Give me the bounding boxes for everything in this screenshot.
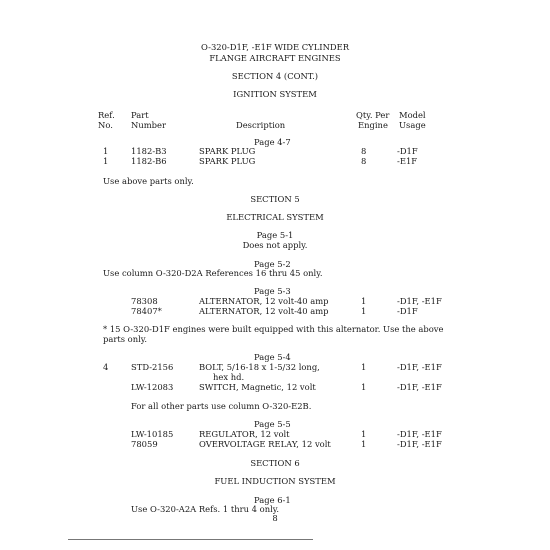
page-ref-4-7: Page 4-7: [254, 137, 291, 147]
part-number: 1182-B3: [131, 146, 167, 156]
part-description: REGULATOR, 12 volt: [199, 429, 290, 439]
section-heading: SECTION 4 (CONT.): [231, 71, 319, 81]
model-usage: -D1F, -E1F: [397, 439, 442, 449]
qty-per-engine: 8: [361, 146, 367, 156]
subsection-heading: IGNITION SYSTEM: [233, 89, 317, 99]
page-number: 8: [272, 513, 278, 523]
section-6-subheading: FUEL INDUCTION SYSTEM: [214, 476, 336, 486]
qty-per-engine: 1: [361, 439, 367, 449]
part-description: SPARK PLUG: [199, 146, 256, 156]
document-title-line2: FLANGE AIRCRAFT ENGINES: [209, 53, 341, 63]
qty-per-engine: 1: [361, 362, 367, 372]
ref-number: 4: [103, 362, 109, 372]
ref-number: 1: [103, 146, 109, 156]
section-5-heading: SECTION 5: [250, 194, 300, 204]
model-usage: -D1F, -E1F: [397, 382, 442, 392]
part-description: OVERVOLTAGE RELAY, 12 volt: [199, 439, 331, 449]
part-number: STD-2156: [131, 362, 174, 372]
part-description-continued: hex hd.: [213, 372, 245, 382]
model-usage: -D1F, -E1F: [397, 296, 442, 306]
col-model-label-2: Usage: [399, 120, 426, 130]
qty-per-engine: 1: [361, 429, 367, 439]
model-usage: -D1F: [397, 146, 418, 156]
part-description: SWITCH, Magnetic, 12 volt: [199, 382, 316, 392]
ignition-note: Use above parts only.: [103, 176, 194, 186]
page-ref-6-1: Page 6-1: [254, 495, 291, 505]
part-description: ALTERNATOR, 12 volt-40 amp: [199, 306, 329, 316]
qty-per-engine: 1: [361, 306, 367, 316]
col-qty-label: Qty. Per: [356, 110, 390, 120]
model-usage: -D1F, -E1F: [397, 429, 442, 439]
page-ref-5-5: Page 5-5: [254, 419, 291, 429]
part-description: BOLT, 5/16-18 x 1-5/32 long,: [199, 362, 320, 372]
col-ref-label-2: No.: [98, 120, 113, 130]
page-ref-5-4: Page 5-4: [254, 352, 291, 362]
page-6-1-note: Use O-320-A2A Refs. 1 thru 4 only.: [131, 504, 280, 514]
page-ref-5-3: Page 5-3: [254, 286, 291, 296]
col-qty-label-2: Engine: [358, 120, 388, 130]
page-ref-5-2: Page 5-2: [254, 259, 291, 269]
part-number: 78308: [131, 296, 158, 306]
qty-per-engine: 1: [361, 296, 367, 306]
part-number: 78407*: [131, 306, 162, 316]
bottom-rule: [68, 539, 313, 540]
model-usage: -D1F, -E1F: [397, 362, 442, 372]
col-model-label: Model: [399, 110, 426, 120]
section-5-subheading: ELECTRICAL SYSTEM: [226, 212, 324, 222]
alternator-footnote: * 15 O-320-D1F engines were built equipped with this alternator. Use the above parts only.: [103, 324, 444, 345]
part-description: SPARK PLUG: [199, 156, 256, 166]
col-ref-label: Ref.: [98, 110, 115, 120]
part-number: 78059: [131, 439, 158, 449]
qty-per-engine: 8: [361, 156, 367, 166]
model-usage: -D1F: [397, 306, 418, 316]
page-5-2-note: Use column O-320-D2A References 16 thru 45 only.: [103, 268, 323, 278]
qty-per-engine: 1: [361, 382, 367, 392]
part-number: 1182-B6: [131, 156, 167, 166]
model-usage: -E1F: [397, 156, 418, 166]
ref-number: 1: [103, 156, 109, 166]
page-5-4-note: For all other parts use column O-320-E2B.: [131, 401, 312, 411]
col-description-label: Description: [236, 120, 286, 130]
page-ref-5-1: Page 5-1: [256, 230, 294, 240]
col-part-label: Part: [131, 110, 149, 120]
document-title-line1: O-320-D1F, -E1F WIDE CYLINDER: [200, 42, 350, 52]
part-number: LW-10185: [131, 429, 174, 439]
section-6-heading: SECTION 6: [250, 458, 300, 468]
part-description: ALTERNATOR, 12 volt-40 amp: [199, 296, 329, 306]
part-number: LW-12083: [131, 382, 174, 392]
page-5-1-note: Does not apply.: [242, 240, 308, 250]
col-part-label-2: Number: [131, 120, 166, 130]
